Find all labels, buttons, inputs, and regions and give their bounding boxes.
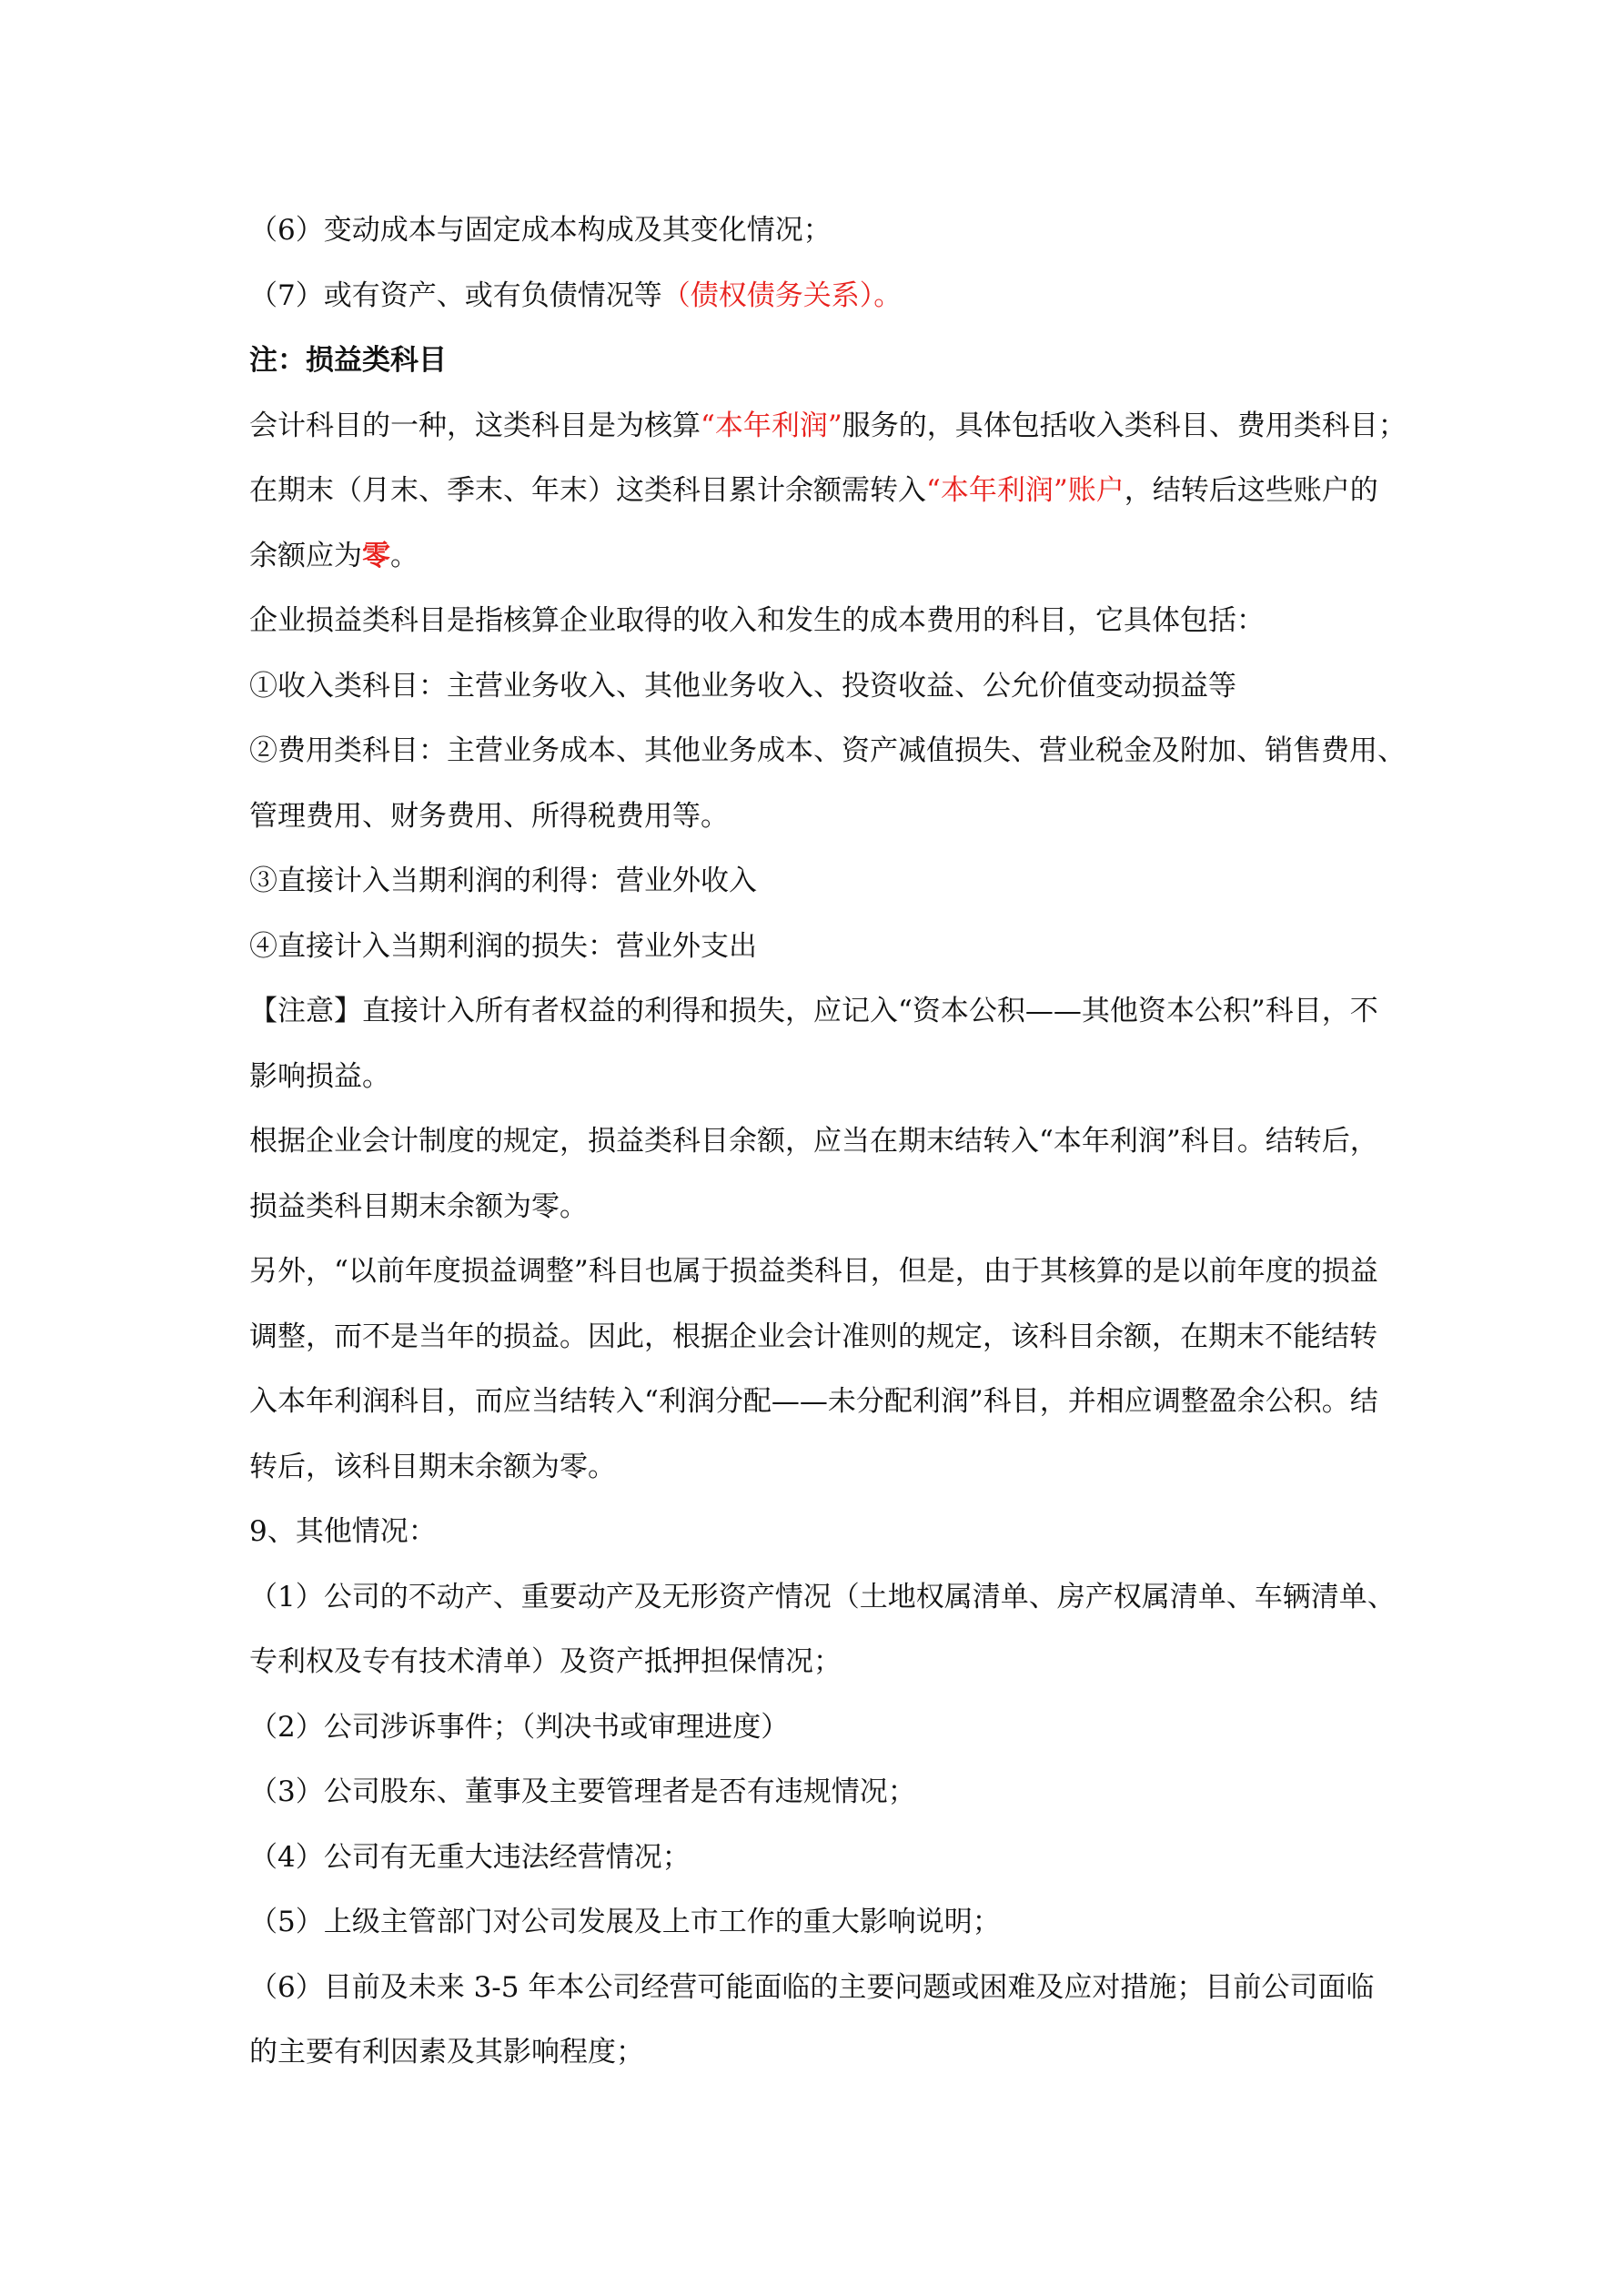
text-run: 。 <box>390 539 419 572</box>
text-line: （6）目前及未来 3-5 年本公司经营可能面临的主要问题或困难及应对措施；目前公司面临 <box>249 1970 1375 2004</box>
text-line: 根据企业会计制度的规定，损益类科目余额，应当在期末结转入“本年利润”科目。结转后， <box>249 1125 1378 1158</box>
text-line: 9、其他情况： <box>249 1515 437 1548</box>
text-line: ②费用类科目：主营业务成本、其他业务成本、资产减值损失、营业税金及附加、销售费用、 <box>249 734 1406 767</box>
text-line: 另外，“以前年度损益调整”科目也属于损益类科目，但是，由于其核算的是以前年度的损益 <box>249 1255 1378 1288</box>
highlight-text: “本年利润” <box>701 409 842 442</box>
section-heading: 注：损益类科目 <box>249 344 447 377</box>
text-line: 企业损益类科目是指核算企业取得的收入和发生的成本费用的科目，它具体包括： <box>249 604 1265 637</box>
text-line: （3）公司股东、董事及主要管理者是否有违规情况； <box>249 1775 916 1808</box>
text-run: 服务的，具体包括收入类科目、费用类科目； <box>842 409 1407 442</box>
text-line: 的主要有利因素及其影响程度； <box>249 2036 644 2068</box>
text-line <box>249 474 1378 507</box>
text-line: （5）上级主管部门对公司发展及上市工作的重大影响说明； <box>249 1906 1001 1938</box>
text-run: 在期末（月末、季末、年末）这类科目累计余额需转入 <box>249 474 926 507</box>
text-line: ①收入类科目：主营业务收入、其他业务收入、投资收益、公允价值变动损益等 <box>249 669 1236 703</box>
text-line: ④直接计入当期利润的损失：营业外支出 <box>249 929 757 963</box>
highlight-text: （债权债务关系）。 <box>661 278 903 312</box>
text-line: 损益类科目期末余额为零。 <box>249 1189 588 1223</box>
text-line: 影响损益。 <box>249 1059 390 1093</box>
text-line: 入本年利润科目，而应当结转入“利润分配——未分配利润”科目，并相应调整盈余公积。结 <box>249 1385 1378 1418</box>
text-line: 管理费用、财务费用、所得税费用等。 <box>249 799 729 833</box>
text-line: 转后，该科目期末余额为零。 <box>249 1450 616 1483</box>
text-run: （7）或有资产、或有负债情况等 <box>249 278 662 312</box>
text-line <box>249 540 419 572</box>
text-line: （1）公司的不动产、重要动产及无形资产情况（土地权属清单、房产权属清单、车辆清单、 <box>249 1580 1396 1613</box>
text-line: 【注意】直接计入所有者权益的利得和损失，应记入“资本公积——其他资本公积”科目，不 <box>249 995 1378 1027</box>
text-run: 会计科目的一种，这类科目是为核算 <box>249 409 701 442</box>
text-line: （6）变动成本与固定成本构成及其变化情况； <box>249 214 832 247</box>
highlight-text: “本年利润”账户 <box>926 474 1125 507</box>
text-line: ③直接计入当期利润的利得：营业外收入 <box>249 865 757 897</box>
text-line: （2）公司涉诉事件；（判决书或审理进度） <box>249 1710 790 1744</box>
text-line: 专利权及专有技术清单）及资产抵押担保情况； <box>249 1645 842 1678</box>
text-line: （4）公司有无重大违法经营情况； <box>249 1840 691 1874</box>
text-line <box>249 279 902 312</box>
text-line <box>249 410 1407 442</box>
highlight-text: 零 <box>362 539 390 572</box>
text-line: 调整，而不是当年的损益。因此，根据企业会计准则的规定，该科目余额，在期末不能结转 <box>249 1320 1377 1353</box>
text-run: ，结转后这些账户的 <box>1124 474 1378 507</box>
text-run: 余额应为 <box>249 539 362 572</box>
